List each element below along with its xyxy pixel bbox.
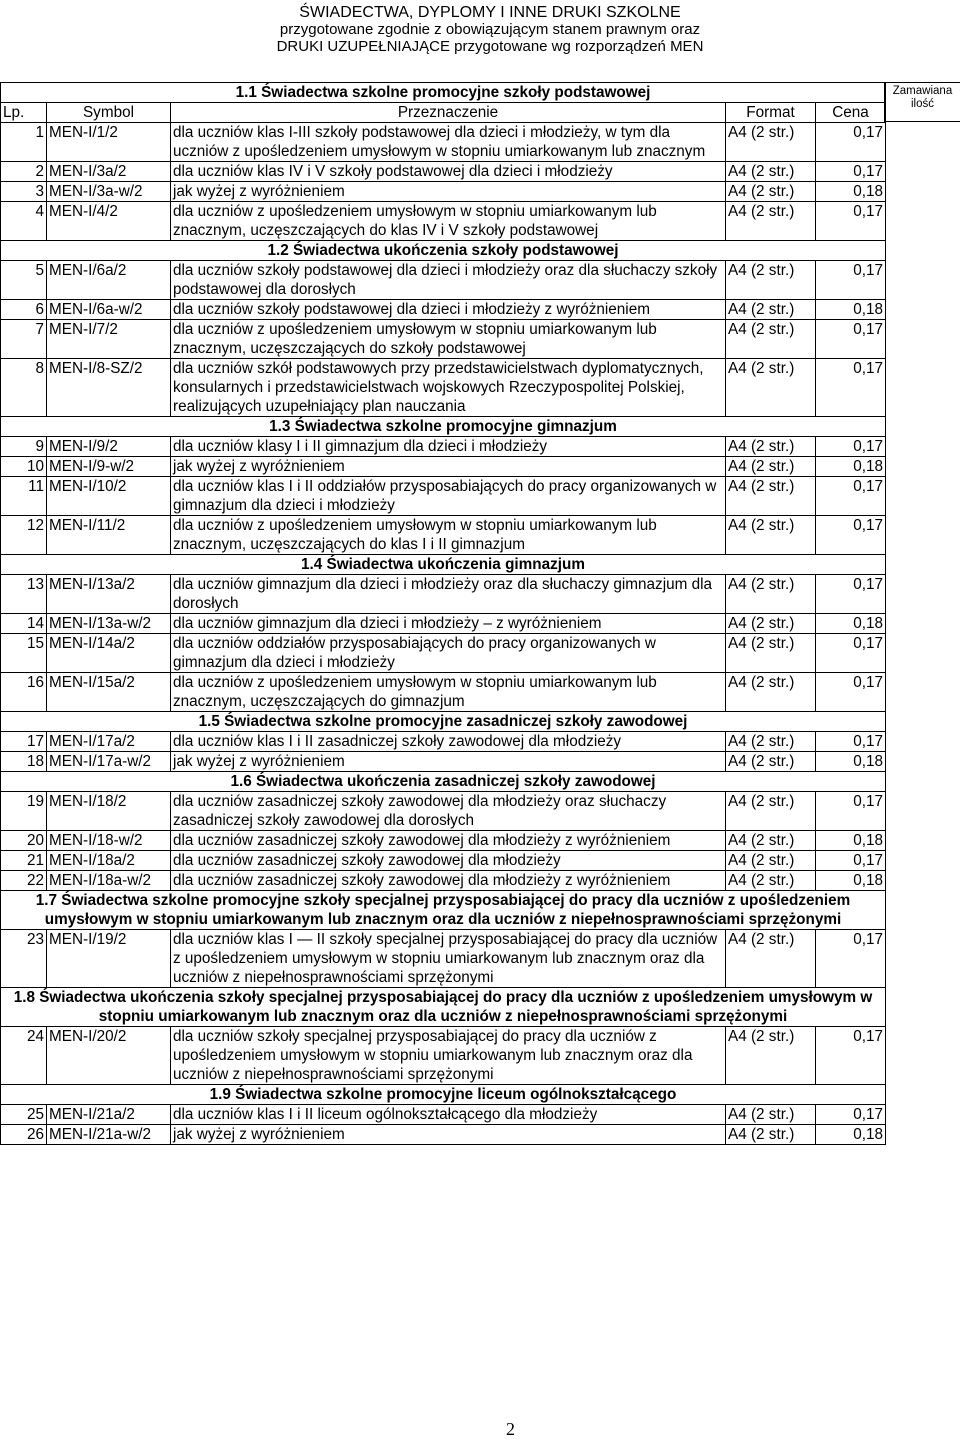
table-row bbox=[1, 300, 886, 320]
row-symbol: MEN-I/18a-w/2 bbox=[47, 871, 171, 891]
header-subtitle-1: przygotowane zgodnie z obowiązującym stanem prawnym oraz bbox=[279, 21, 701, 38]
row-format: A4 (2 str.) bbox=[726, 182, 816, 202]
row-description: jak wyżej z wyróżnieniem bbox=[171, 182, 726, 202]
row-price: 0,17 bbox=[816, 477, 886, 516]
row-description: dla uczniów klas IV i V szkoły podstawowej dla dzieci i młodzieży bbox=[171, 162, 726, 182]
row-symbol: MEN-I/9/2 bbox=[47, 437, 171, 457]
column-header-symbol: Symbol bbox=[47, 103, 171, 123]
row-description: jak wyżej z wyróżnieniem bbox=[171, 752, 726, 772]
row-format: A4 (2 str.) bbox=[726, 575, 816, 614]
table-row bbox=[1, 871, 886, 891]
row-format: A4 (2 str.) bbox=[726, 851, 816, 871]
row-lp: 12 bbox=[1, 516, 47, 555]
row-price: 0,18 bbox=[816, 871, 886, 891]
price-list-table bbox=[0, 82, 886, 1145]
column-header-purpose: Przeznaczenie bbox=[171, 103, 726, 123]
row-symbol: MEN-I/3a/2 bbox=[47, 162, 171, 182]
row-lp: 3 bbox=[1, 182, 47, 202]
row-format: A4 (2 str.) bbox=[726, 614, 816, 634]
row-lp: 20 bbox=[1, 831, 47, 851]
row-price: 0,17 bbox=[816, 437, 886, 457]
row-format: A4 (2 str.) bbox=[726, 1125, 816, 1145]
row-price: 0,17 bbox=[816, 732, 886, 752]
table-row bbox=[1, 320, 886, 359]
table-row bbox=[1, 831, 886, 851]
table-row bbox=[1, 930, 886, 988]
row-price: 0,18 bbox=[816, 1125, 886, 1145]
row-lp: 10 bbox=[1, 457, 47, 477]
row-lp: 2 bbox=[1, 162, 47, 182]
row-description: dla uczniów zasadniczej szkoły zawodowej dla młodzieży z wyróżnieniem bbox=[171, 831, 726, 851]
row-lp: 6 bbox=[1, 300, 47, 320]
row-price: 0,17 bbox=[816, 851, 886, 871]
row-format: A4 (2 str.) bbox=[726, 300, 816, 320]
row-price: 0,17 bbox=[816, 516, 886, 555]
row-symbol: MEN-I/21a/2 bbox=[47, 1105, 171, 1125]
row-description: dla uczniów z upośledzeniem umysłowym w stopniu umiarkowanym lub znacznym, uczęszczających do klas IV i V szkoły podstawowej bbox=[171, 202, 726, 241]
section-heading-row bbox=[1, 417, 886, 437]
row-lp: 1 bbox=[1, 123, 47, 162]
row-symbol: MEN-I/4/2 bbox=[47, 202, 171, 241]
row-lp: 5 bbox=[1, 261, 47, 300]
document-header bbox=[220, 4, 760, 55]
row-description: dla uczniów szkół podstawowych przy przedstawicielstwach dyplomatycznych, konsularnych i przedstawicielstwach wojskowych Rzeczypospolitej Polskiej, realizujących uzupełniający plan nauczania bbox=[171, 359, 726, 417]
section-heading-row bbox=[1, 241, 886, 261]
row-description: dla uczniów gimnazjum dla dzieci i młodzieży oraz dla słuchaczy gimnazjum dla dorosłych bbox=[171, 575, 726, 614]
row-format: A4 (2 str.) bbox=[726, 1027, 816, 1085]
row-price: 0,18 bbox=[816, 300, 886, 320]
table-row bbox=[1, 162, 886, 182]
row-symbol: MEN-I/9-w/2 bbox=[47, 457, 171, 477]
row-price: 0,18 bbox=[816, 614, 886, 634]
row-lp: 14 bbox=[1, 614, 47, 634]
row-format: A4 (2 str.) bbox=[726, 673, 816, 712]
row-lp: 17 bbox=[1, 732, 47, 752]
column-header-lp: Lp. bbox=[1, 103, 47, 123]
row-symbol: MEN-I/14a/2 bbox=[47, 634, 171, 673]
row-description: dla uczniów szkoły podstawowej dla dzieci i młodzieży oraz dla słuchaczy szkoły podstawowej dla dorosłych bbox=[171, 261, 726, 300]
row-description: dla uczniów gimnazjum dla dzieci i młodzieży – z wyróżnieniem bbox=[171, 614, 726, 634]
row-price: 0,17 bbox=[816, 320, 886, 359]
row-symbol: MEN-I/18a/2 bbox=[47, 851, 171, 871]
row-price: 0,17 bbox=[816, 1105, 886, 1125]
column-header-format: Format bbox=[726, 103, 816, 123]
section-heading-row bbox=[1, 891, 886, 930]
row-format: A4 (2 str.) bbox=[726, 1105, 816, 1125]
section-heading: 1.5 Świadectwa szkolne promocyjne zasadniczej szkoły zawodowej bbox=[1, 712, 886, 732]
row-lp: 15 bbox=[1, 634, 47, 673]
row-lp: 19 bbox=[1, 792, 47, 831]
row-description: jak wyżej z wyróżnieniem bbox=[171, 457, 726, 477]
row-description: dla uczniów zasadniczej szkoły zawodowej dla młodzieży bbox=[171, 851, 726, 871]
row-format: A4 (2 str.) bbox=[726, 437, 816, 457]
row-lp: 4 bbox=[1, 202, 47, 241]
table-row bbox=[1, 182, 886, 202]
row-symbol: MEN-I/10/2 bbox=[47, 477, 171, 516]
row-price: 0,17 bbox=[816, 575, 886, 614]
row-format: A4 (2 str.) bbox=[726, 516, 816, 555]
row-format: A4 (2 str.) bbox=[726, 477, 816, 516]
table-row bbox=[1, 792, 886, 831]
table-row bbox=[1, 614, 886, 634]
table-row bbox=[1, 202, 886, 241]
row-price: 0,18 bbox=[816, 752, 886, 772]
row-format: A4 (2 str.) bbox=[726, 202, 816, 241]
row-format: A4 (2 str.) bbox=[726, 634, 816, 673]
row-symbol: MEN-I/7/2 bbox=[47, 320, 171, 359]
row-description: dla uczniów z upośledzeniem umysłowym w stopniu umiarkowanym lub znacznym, uczęszczających do klas I i II gimnazjum bbox=[171, 516, 726, 555]
row-symbol: MEN-I/6a-w/2 bbox=[47, 300, 171, 320]
row-description: dla uczniów klas I i II oddziałów przysposabiających do pracy organizowanych w gimnazjum dla dzieci i młodzieży bbox=[171, 477, 726, 516]
row-lp: 11 bbox=[1, 477, 47, 516]
row-price: 0,17 bbox=[816, 359, 886, 417]
row-lp: 8 bbox=[1, 359, 47, 417]
row-description: dla uczniów klas I — II szkoły specjalnej przysposabiającej do pracy dla uczniów z upośledzeniem umysłowym w stopniu umiarkowanym lub znacznym oraz dla uczniów z niepełnosprawnościami sprzężonymi bbox=[171, 930, 726, 988]
section-heading: 1.7 Świadectwa szkolne promocyjne szkoły specjalnej przysposabiającej do pracy dla uczniów z upośledzeniem umysłowym w stopniu umiarkowanym lub znacznym oraz dla uczniów z niepełnosprawnościami sprzężonymi bbox=[1, 891, 886, 930]
row-format: A4 (2 str.) bbox=[726, 359, 816, 417]
table-row bbox=[1, 359, 886, 417]
row-description: dla uczniów klas I i II liceum ogólnokształcącego dla młodzieży bbox=[171, 1105, 726, 1125]
row-format: A4 (2 str.) bbox=[726, 871, 816, 891]
row-format: A4 (2 str.) bbox=[726, 320, 816, 359]
row-price: 0,18 bbox=[816, 831, 886, 851]
row-lp: 26 bbox=[1, 1125, 47, 1145]
row-symbol: MEN-I/11/2 bbox=[47, 516, 171, 555]
section-heading: 1.3 Świadectwa szkolne promocyjne gimnazjum bbox=[1, 417, 886, 437]
table-row bbox=[1, 1027, 886, 1085]
row-format: A4 (2 str.) bbox=[726, 457, 816, 477]
section-heading-row bbox=[1, 1085, 886, 1105]
row-description: dla uczniów klasy I i II gimnazjum dla dzieci i młodzieży bbox=[171, 437, 726, 457]
row-lp: 13 bbox=[1, 575, 47, 614]
table-row bbox=[1, 673, 886, 712]
table-row bbox=[1, 477, 886, 516]
row-description: dla uczniów zasadniczej szkoły zawodowej dla młodzieży z wyróżnieniem bbox=[171, 871, 726, 891]
row-price: 0,17 bbox=[816, 930, 886, 988]
section-heading: 1.2 Świadectwa ukończenia szkoły podstawowej bbox=[1, 241, 886, 261]
row-symbol: MEN-I/20/2 bbox=[47, 1027, 171, 1085]
row-symbol: MEN-I/19/2 bbox=[47, 930, 171, 988]
row-price: 0,17 bbox=[816, 792, 886, 831]
section-heading: 1.1 Świadectwa szkolne promocyjne szkoły podstawowej bbox=[1, 83, 886, 103]
row-lp: 16 bbox=[1, 673, 47, 712]
row-price: 0,17 bbox=[816, 202, 886, 241]
section-heading: 1.8 Świadectwa ukończenia szkoły specjalnej przysposabiającej do pracy dla uczniów z upośledzeniem umysłowym w stopniu umiarkowanym lub znacznym oraz dla uczniów z niepełnosprawnościami sprzężonymi bbox=[1, 988, 886, 1027]
table-row bbox=[1, 516, 886, 555]
section-heading-row bbox=[1, 712, 886, 732]
column-header-row bbox=[1, 103, 886, 123]
row-description: jak wyżej z wyróżnieniem bbox=[171, 1125, 726, 1145]
section-heading: 1.9 Świadectwa szkolne promocyjne liceum ogólnokształcącego bbox=[1, 1085, 886, 1105]
row-lp: 18 bbox=[1, 752, 47, 772]
table-row bbox=[1, 634, 886, 673]
row-symbol: MEN-I/18-w/2 bbox=[47, 831, 171, 851]
row-lp: 21 bbox=[1, 851, 47, 871]
table-row bbox=[1, 752, 886, 772]
section-heading-row bbox=[1, 555, 886, 575]
row-symbol: MEN-I/21a-w/2 bbox=[47, 1125, 171, 1145]
table-row bbox=[1, 437, 886, 457]
row-symbol: MEN-I/17a/2 bbox=[47, 732, 171, 752]
row-price: 0,17 bbox=[816, 261, 886, 300]
order-quantity-header: Zamawiana ilość bbox=[884, 82, 960, 122]
row-price: 0,18 bbox=[816, 182, 886, 202]
price-list-body bbox=[1, 83, 886, 1145]
table-row bbox=[1, 457, 886, 477]
row-lp: 24 bbox=[1, 1027, 47, 1085]
header-subtitle-2: DRUKI UZUPEŁNIAJĄCE przygotowane wg rozporządzeń MEN bbox=[276, 38, 704, 55]
row-description: dla uczniów klas I-III szkoły podstawowej dla dzieci i młodzieży, w tym dla uczniów z upośledzeniem umysłowym w stopniu umiarkowanym lub znacznym bbox=[171, 123, 726, 162]
row-price: 0,17 bbox=[816, 673, 886, 712]
row-price: 0,17 bbox=[816, 1027, 886, 1085]
row-description: dla uczniów zasadniczej szkoły zawodowej dla młodzieży oraz słuchaczy zasadniczej szkoły zawodowej dla dorosłych bbox=[171, 792, 726, 831]
row-lp: 25 bbox=[1, 1105, 47, 1125]
row-description: dla uczniów oddziałów przysposabiających do pracy organizowanych w gimnazjum dla dzieci i młodzieży bbox=[171, 634, 726, 673]
row-symbol: MEN-I/8-SZ/2 bbox=[47, 359, 171, 417]
row-description: dla uczniów klas I i II zasadniczej szkoły zawodowej dla młodzieży bbox=[171, 732, 726, 752]
table-row bbox=[1, 1105, 886, 1125]
section-heading: 1.6 Świadectwa ukończenia zasadniczej szkoły zawodowej bbox=[1, 772, 886, 792]
section-heading-row bbox=[1, 988, 886, 1027]
row-price: 0,17 bbox=[816, 162, 886, 182]
row-description: dla uczniów szkoły specjalnej przysposabiającej do pracy dla uczniów z upośledzeniem umysłowym w stopniu umiarkowanym lub znacznym oraz dla uczniów z niepełnosprawnościami sprzężonymi bbox=[171, 1027, 726, 1085]
table-row bbox=[1, 732, 886, 752]
column-header-price: Cena bbox=[816, 103, 886, 123]
row-lp: 23 bbox=[1, 930, 47, 988]
row-format: A4 (2 str.) bbox=[726, 930, 816, 988]
table-row bbox=[1, 261, 886, 300]
table-row bbox=[1, 123, 886, 162]
table-row bbox=[1, 1125, 886, 1145]
row-price: 0,17 bbox=[816, 634, 886, 673]
row-lp: 9 bbox=[1, 437, 47, 457]
row-description: dla uczniów z upośledzeniem umysłowym w stopniu umiarkowanym lub znacznym, uczęszczających do gimnazjum bbox=[171, 673, 726, 712]
row-symbol: MEN-I/13a-w/2 bbox=[47, 614, 171, 634]
row-symbol: MEN-I/18/2 bbox=[47, 792, 171, 831]
row-symbol: MEN-I/1/2 bbox=[47, 123, 171, 162]
section-heading-row bbox=[1, 772, 886, 792]
row-format: A4 (2 str.) bbox=[726, 123, 816, 162]
row-price: 0,18 bbox=[816, 457, 886, 477]
header-title: ŚWIADECTWA, DYPLOMY I INNE DRUKI SZKOLNE bbox=[299, 4, 681, 21]
row-symbol: MEN-I/3a-w/2 bbox=[47, 182, 171, 202]
row-lp: 22 bbox=[1, 871, 47, 891]
page-number: 2 bbox=[506, 1419, 515, 1439]
row-description: dla uczniów szkoły podstawowej dla dzieci i młodzieży z wyróżnieniem bbox=[171, 300, 726, 320]
row-format: A4 (2 str.) bbox=[726, 261, 816, 300]
row-format: A4 (2 str.) bbox=[726, 732, 816, 752]
section-heading-row bbox=[1, 83, 886, 103]
row-format: A4 (2 str.) bbox=[726, 752, 816, 772]
row-price: 0,17 bbox=[816, 123, 886, 162]
table-row bbox=[1, 851, 886, 871]
row-description: dla uczniów z upośledzeniem umysłowym w stopniu umiarkowanym lub znacznym, uczęszczających do szkoły podstawowej bbox=[171, 320, 726, 359]
row-symbol: MEN-I/15a/2 bbox=[47, 673, 171, 712]
row-format: A4 (2 str.) bbox=[726, 162, 816, 182]
row-format: A4 (2 str.) bbox=[726, 792, 816, 831]
row-symbol: MEN-I/17a-w/2 bbox=[47, 752, 171, 772]
row-symbol: MEN-I/6a/2 bbox=[47, 261, 171, 300]
row-lp: 7 bbox=[1, 320, 47, 359]
section-heading: 1.4 Świadectwa ukończenia gimnazjum bbox=[1, 555, 886, 575]
row-format: A4 (2 str.) bbox=[726, 831, 816, 851]
table-row bbox=[1, 575, 886, 614]
row-symbol: MEN-I/13a/2 bbox=[47, 575, 171, 614]
